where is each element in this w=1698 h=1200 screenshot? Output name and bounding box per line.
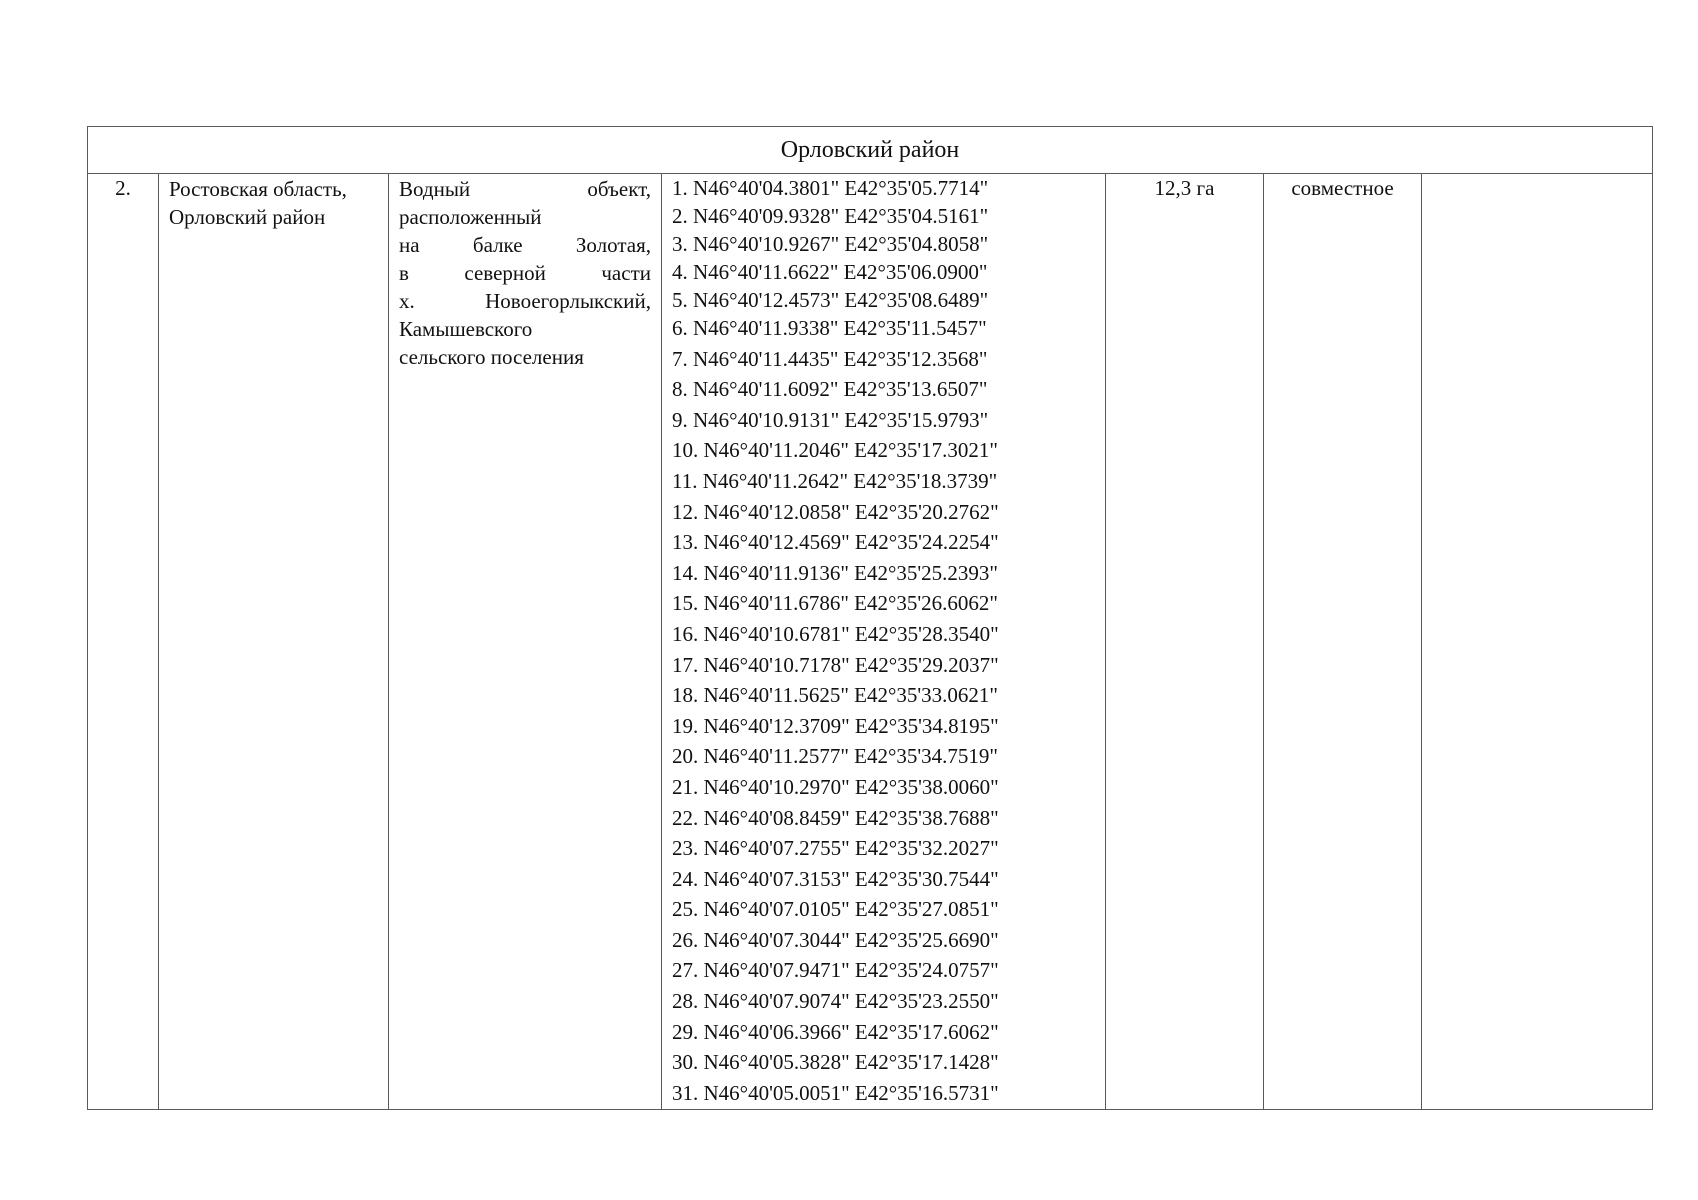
coordinate-item: 25. N46°40'07.0105" E42°35'27.0851" — [672, 897, 999, 922]
description-cell — [389, 174, 662, 1110]
coordinate-item: 16. N46°40'10.6781" E42°35'28.3540" — [672, 621, 999, 646]
coordinate-item: 23. N46°40'07.2755" E42°35'32.2027" — [672, 836, 999, 861]
location-line: Орловский район — [169, 205, 326, 229]
description-line: расположенный — [399, 205, 542, 229]
description-line: Камышевского — [399, 317, 533, 341]
section-title: Орловский район — [88, 127, 1653, 174]
coordinate-item: 26. N46°40'07.3044" E42°35'25.6690" — [672, 927, 999, 952]
coordinate-item: 30. N46°40'05.3828" E42°35'17.1428" — [672, 1050, 999, 1075]
coordinates-list — [662, 174, 1105, 1109]
coordinate-item: 21. N46°40'10.2970" E42°35'38.0060" — [672, 774, 999, 799]
coordinate-item: 6. N46°40'11.9338" E42°35'11.5457" — [672, 316, 987, 340]
description-line: х. Новоегорлыкский, — [399, 289, 651, 313]
registry-table — [87, 126, 1653, 1110]
coordinate-item: 2. N46°40'09.9328" E42°35'04.5161" — [672, 204, 989, 228]
empty-cell — [1422, 174, 1653, 1110]
description-line: сельского поселения — [399, 345, 584, 369]
usage-type-value: совместное — [1291, 176, 1394, 200]
coordinate-item: 19. N46°40'12.3709" E42°35'34.8195" — [672, 713, 999, 738]
coordinate-item: 31. N46°40'05.0051" E42°35'16.5731" — [672, 1080, 999, 1105]
row-number-cell — [88, 174, 159, 1110]
coordinate-item: 9. N46°40'10.9131" E42°35'15.9793" — [672, 407, 989, 432]
usage-type-cell — [1264, 174, 1422, 1110]
coordinate-item: 10. N46°40'11.2046" E42°35'17.3021" — [672, 438, 998, 463]
area-cell — [1106, 174, 1264, 1110]
coordinate-item: 20. N46°40'11.2577" E42°35'34.7519" — [672, 744, 998, 769]
location-cell — [159, 174, 389, 1110]
location-line: Ростовская область, — [169, 177, 347, 201]
coordinate-item: 12. N46°40'12.0858" E42°35'20.2762" — [672, 499, 999, 524]
coordinate-item: 5. N46°40'12.4573" E42°35'08.6489" — [672, 288, 989, 312]
coordinate-item: 28. N46°40'07.9074" E42°35'23.2550" — [672, 989, 999, 1014]
coordinate-item: 8. N46°40'11.6092" E42°35'13.6507" — [672, 377, 988, 402]
coordinate-item: 3. N46°40'10.9267" E42°35'04.8058" — [672, 232, 989, 256]
description-text — [399, 175, 651, 371]
area-value: 12,3 га — [1154, 176, 1215, 200]
table-row — [88, 174, 1653, 1110]
description-line: Водный объект, — [399, 177, 651, 201]
coordinate-item: 15. N46°40'11.6786" E42°35'26.6062" — [672, 591, 998, 616]
coordinates-cell — [662, 174, 1106, 1110]
coordinate-item: 22. N46°40'08.8459" E42°35'38.7688" — [672, 805, 999, 830]
coordinate-item: 18. N46°40'11.5625" E42°35'33.0621" — [672, 683, 998, 708]
description-line: в северной части — [399, 261, 651, 285]
coordinate-item: 11. N46°40'11.2642" E42°35'18.3739" — [672, 468, 998, 493]
coordinate-item: 17. N46°40'10.7178" E42°35'29.2037" — [672, 652, 999, 677]
coordinate-item: 27. N46°40'07.9471" E42°35'24.0757" — [672, 958, 999, 983]
description-line: на балке Золотая, — [399, 233, 651, 257]
coordinate-item: 24. N46°40'07.3153" E42°35'30.7544" — [672, 866, 999, 891]
coordinate-item: 4. N46°40'11.6622" E42°35'06.0900" — [672, 260, 988, 284]
coordinate-item: 13. N46°40'12.4569" E42°35'24.2254" — [672, 530, 999, 555]
coordinate-item: 14. N46°40'11.9136" E42°35'25.2393" — [672, 560, 998, 585]
section-header-row — [88, 127, 1653, 174]
coordinate-item: 1. N46°40'04.3801" E42°35'05.7714" — [672, 176, 989, 200]
coordinate-item: 7. N46°40'11.4435" E42°35'12.3568" — [672, 346, 988, 371]
row-number: 2. — [115, 176, 131, 200]
coordinate-item: 29. N46°40'06.3966" E42°35'17.6062" — [672, 1019, 999, 1044]
